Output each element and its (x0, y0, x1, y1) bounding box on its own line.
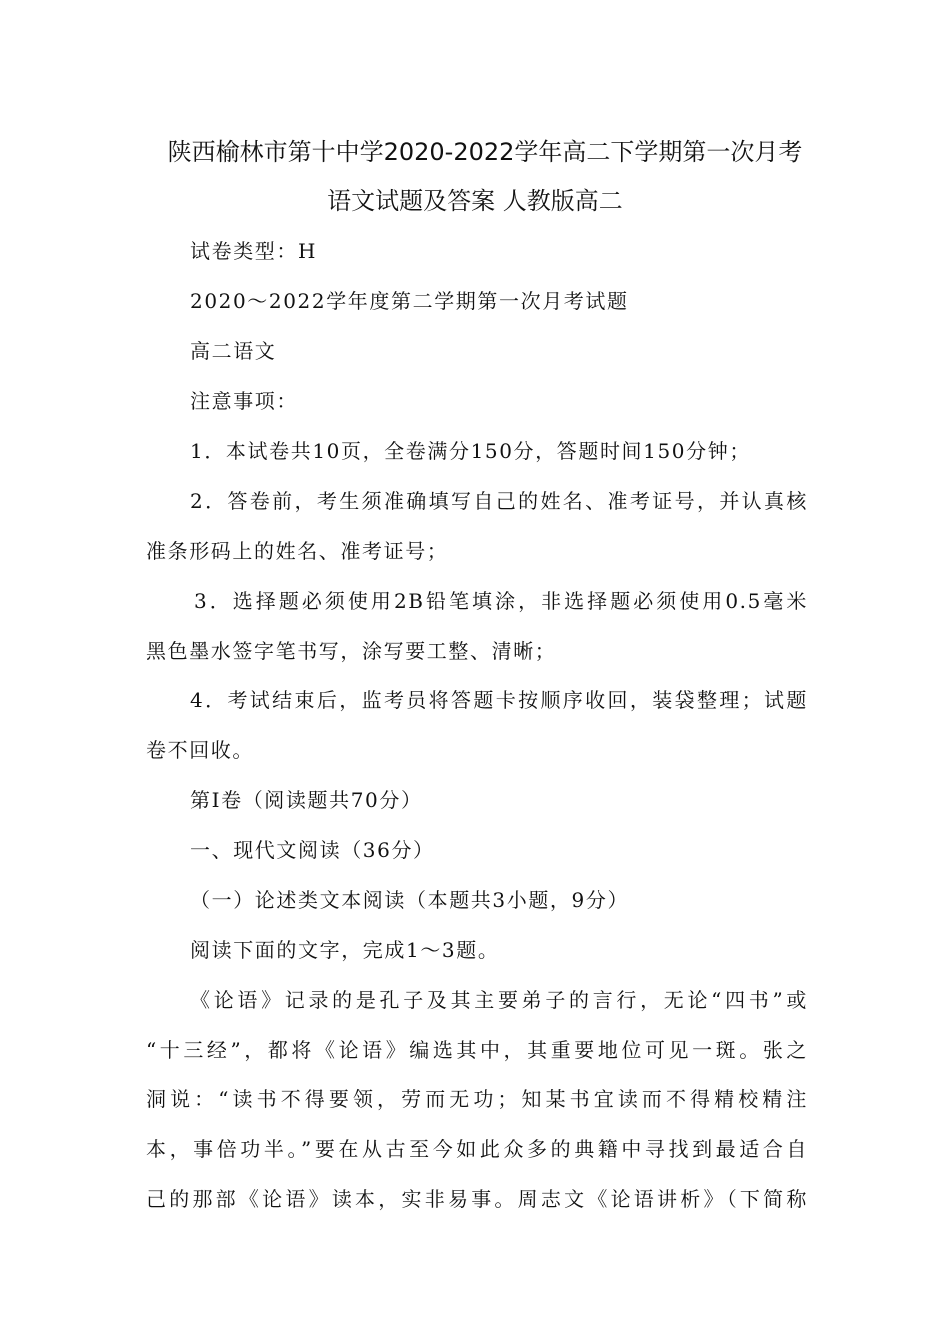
exam-subject: 高二语文 (190, 339, 277, 363)
notice-heading: 注意事项： (190, 389, 298, 413)
passage-line-3: 洞说：“读书不得要领，劳而无功；知某书宜读而不得精校精注 (146, 1087, 808, 1111)
notice-item-2-line-2: 准条形码上的姓名、准考证号； (146, 539, 449, 563)
notice-item-3-line-1: 3．选择题必须使用2B铅笔填涂，非选择题必须使用0.5毫米 (194, 589, 808, 613)
document-title-line-2: 语文试题及答案 人教版高二 (327, 187, 623, 215)
document-title-line-1: 陕西榆林市第十中学2020-2022学年高二下学期第一次月考 (167, 138, 803, 166)
passage-line-2: “十三经”，都将《论语》编选其中，其重要地位可见一斑。张之 (146, 1038, 808, 1062)
notice-item-3-line-2: 黑色墨水签字笔书写，涂写要工整、清晰； (146, 639, 557, 663)
passage-line-4: 本，事倍功半。”要在从古至今如此众多的典籍中寻找到最适合自 (146, 1137, 808, 1161)
notice-item-1: 1．本试卷共10页，全卷满分150分，答题时间150分钟； (190, 439, 751, 463)
exam-name: 2020～2022学年度第二学期第一次月考试题 (190, 289, 629, 313)
section-volume-1: 第Ⅰ卷（阅读题共70分） (190, 788, 423, 812)
notice-item-4-line-1: 4．考试结束后，监考员将答题卡按顺序收回，装袋整理；试题 (190, 688, 808, 712)
section-modern-reading: 一、现代文阅读（36分） (190, 838, 435, 862)
notice-item-2-line-1: 2．答卷前，考生须准确填写自己的姓名、准考证号，并认真核 (190, 489, 808, 513)
passage-line-1: 《论语》记录的是孔子及其主要弟子的言行，无论“四书”或 (190, 988, 808, 1012)
exam-type: 试卷类型：H (190, 239, 318, 263)
reading-instruction: 阅读下面的文字，完成1～3题。 (190, 938, 500, 962)
section-argumentative-reading: （一）论述类文本阅读（本题共3小题，9分） (190, 888, 630, 912)
notice-item-4-line-2: 卷不回收。 (146, 738, 254, 762)
passage-line-5: 己的那部《论语》读本，实非易事。周志文《论语讲析》（下简称 (146, 1187, 808, 1211)
